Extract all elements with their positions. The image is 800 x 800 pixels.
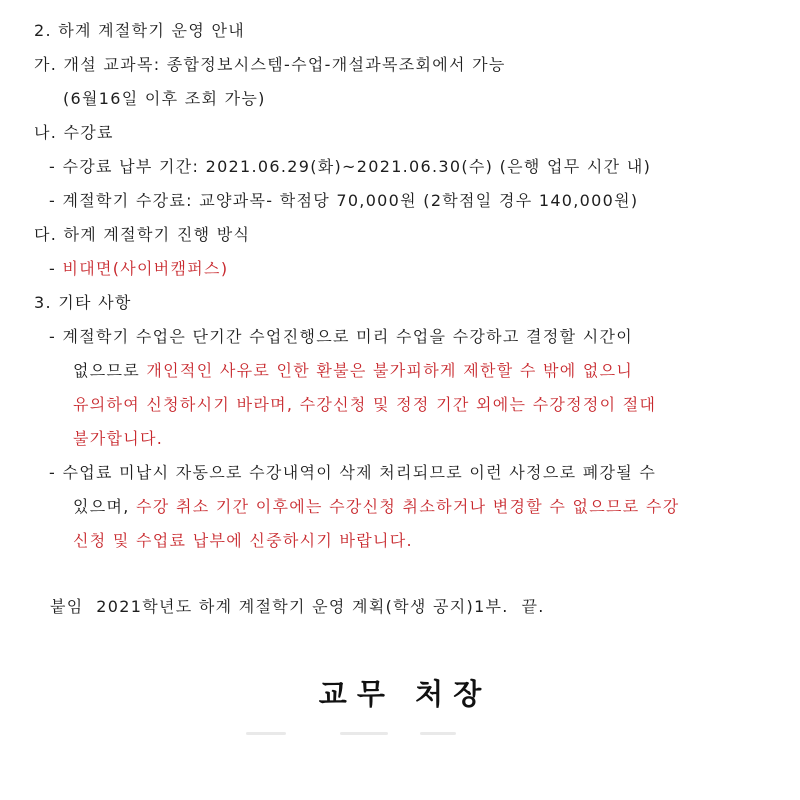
notice-1-line-2 <box>73 361 633 381</box>
notice-2-line-3: 신청 및 수업료 납부에 신중하시기 바랍니다. <box>73 531 413 550</box>
faint-stamp-mark <box>246 732 286 735</box>
notice-2-line-2-red: 수강 취소 기간 이후에는 수강신청 취소하거나 변경할 수 없으므로 수강 <box>136 497 680 516</box>
notice-2-line-2 <box>73 497 679 517</box>
tuition-payment-period: - 수강료 납부 기간: 2021.06.29(화)~2021.06.30(수) (은행 업무 시간 내) <box>49 157 652 176</box>
item-ga-line-2: (6월16일 이후 조회 가능) <box>63 89 266 108</box>
delivery-method-value: 비대면(사이버캠퍼스) <box>62 259 229 278</box>
delivery-method <box>49 259 228 279</box>
notice-1-line-4: 불가합니다. <box>73 429 164 448</box>
delivery-method-dash: - <box>49 259 63 278</box>
faint-stamp-mark <box>340 732 388 735</box>
notice-1-line-1: - 계절학기 수업은 단기간 수업진행으로 미리 수업을 수강하고 결정할 시간이 <box>49 327 633 346</box>
signature-title: 교 무 처 장 <box>318 677 482 711</box>
notice-2-line-1: - 수업료 미납시 자동으로 수강내역이 삭제 처리되므로 이런 사정으로 폐강될 수 <box>49 463 657 482</box>
section-2-heading: 2. 하계 계절학기 운영 안내 <box>34 21 245 40</box>
item-ga-line-1: 가. 개설 교과목: 종합정보시스템-수업-개설과목조회에서 가능 <box>34 55 506 74</box>
attachment-note: 붙임 2021학년도 하계 계절학기 운영 계획(학생 공지)1부. 끝. <box>50 597 545 616</box>
notice-1-line-2-red: 개인적인 사유로 인한 환불은 불가피하게 제한할 수 밖에 없으니 <box>146 361 634 380</box>
item-da-heading: 다. 하계 계절학기 진행 방식 <box>34 225 251 244</box>
notice-1-line-2-black: 없으므로 <box>73 361 147 380</box>
tuition-fee: - 계절학기 수강료: 교양과목- 학점당 70,000원 (2학점일 경우 140,000원) <box>49 191 639 210</box>
item-na-heading: 나. 수강료 <box>34 123 114 142</box>
faint-stamp-mark <box>420 732 456 735</box>
notice-2-line-2-black: 있으며, <box>73 497 137 516</box>
notice-1-line-3: 유의하여 신청하시기 바라며, 수강신청 및 정정 기간 외에는 수강정정이 절대 <box>73 395 657 414</box>
section-3-heading: 3. 기타 사항 <box>34 293 132 312</box>
